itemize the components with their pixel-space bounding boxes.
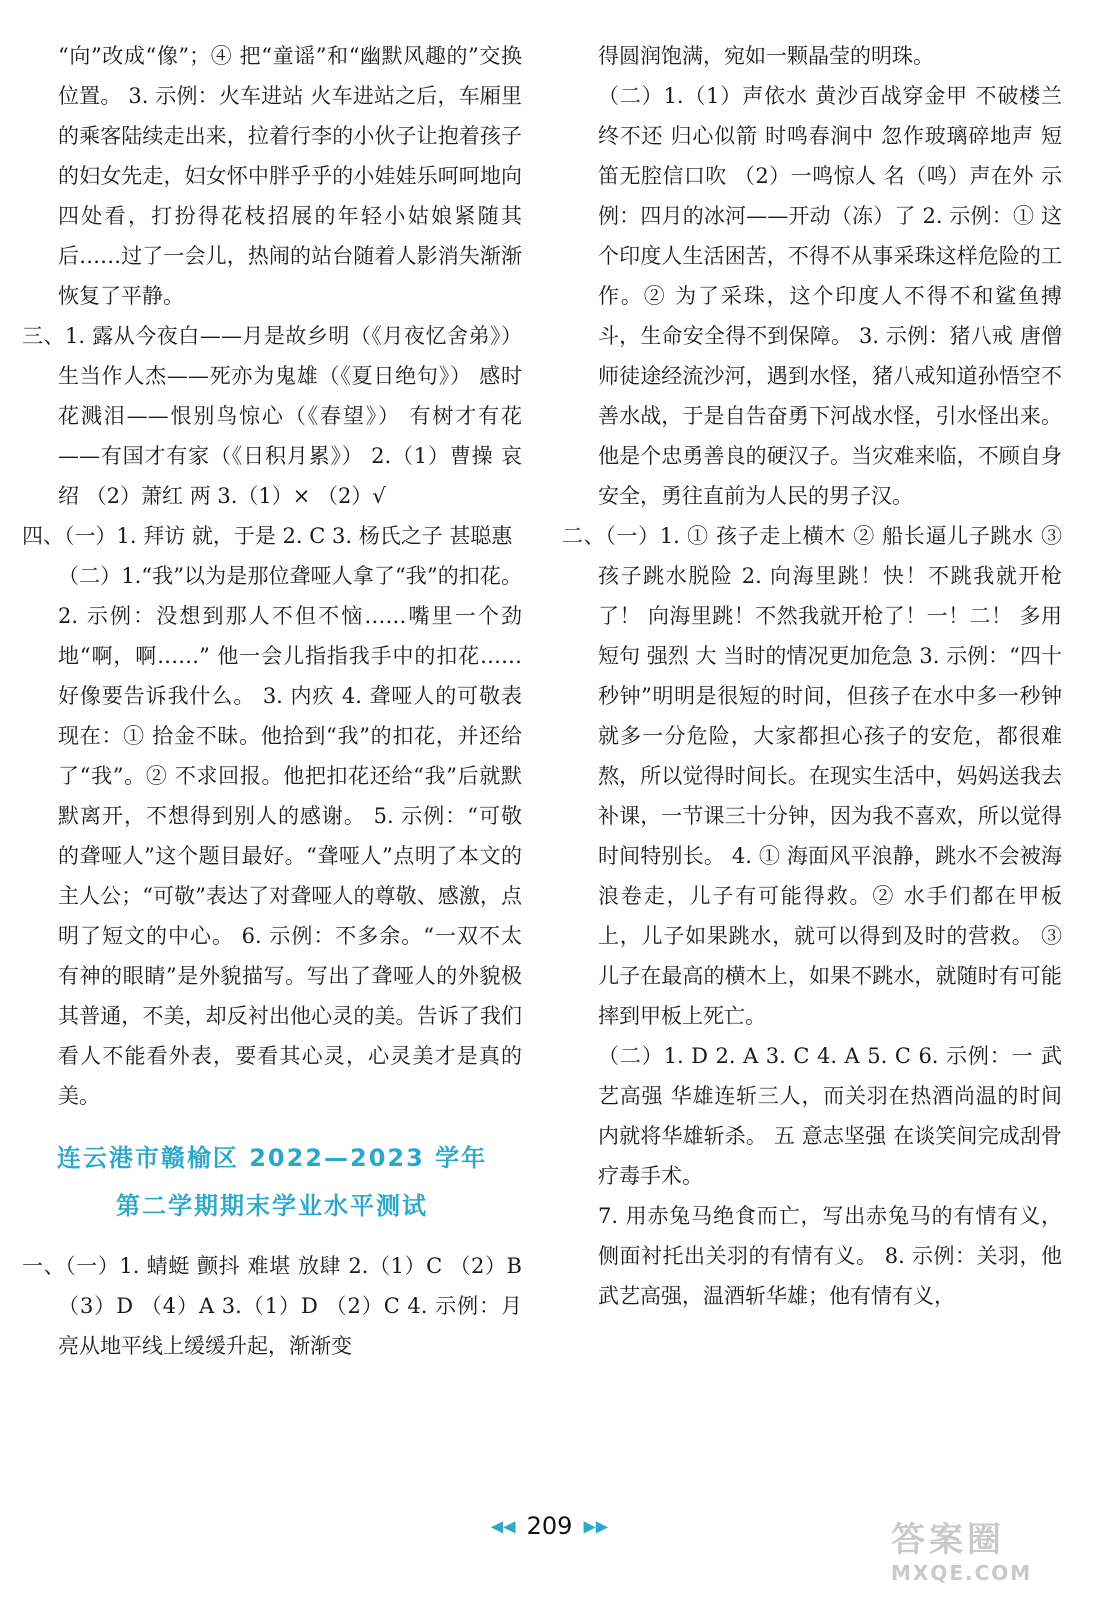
right-paragraph-7: 7. 用赤兔马绝食而亡，写出赤兔马的有情有义，侧面衬托出关羽的有情有义。 8. 示例：关羽，他武艺高强，温酒斩华雄；他有情有义， [598, 1204, 1062, 1308]
right-paragraph-1: 得圆润饱满，宛如一颗晶莹的明珠。 [598, 44, 934, 68]
right-section-er: 二、（一）1. ① 孩子走上横木 ② 船长逼儿子跳水 ③ 孩子跳水脱险 2. 向海里跳！快！不跳我就开枪了！ 向海里跳！不然我就开枪了！一！二！ 多用短句 强烈 大 当时的情况更加危急 3. 示例：“四十秒钟”明明是很短的时间，但孩子在水中多一秒钟就多一分危险，大家都担心孩子的安危，都很难熬，所以觉得时间长。在现实生活中，妈妈送我去补课，一节课三十分钟，因为我不喜欢，所以觉得时间特别长。 4. ① 海面风平浪静，跳水不会被海浪卷走，儿子有可能得救。② 水手们都在甲板上，儿子如果跳水，就可以得到及时的营救。 ③ 儿子在最高的横木上，如果不跳水，就随时有可能摔到甲板上死亡。 [562, 524, 1069, 1028]
prev-arrows-icon: ◀◀ [490, 1516, 516, 1536]
left-section-4: 四、（一）1. 拜访 就，于是 2. C 3. 杨氏之子 甚聪惠 [22, 524, 513, 548]
watermark-url: MXQE.COM [891, 1561, 1033, 1585]
exam-title-line-1: 连云港市赣榆区 2022—2023 学年 [56, 1144, 488, 1172]
next-arrows-icon: ▶▶ [583, 1516, 609, 1536]
exam-title [22, 1134, 522, 1230]
left-section-3: 三、1. 露从今夜白——月是故乡明（《月夜忆舍弟》） 生当作人杰——死亦为鬼雄（《夏日绝句》） 感时花溅泪——恨别鸟惊心（《春望》） 有树才有花——有国才有家（《日积月累》） 2.（1）曹操 哀绍 （2）萧红 两 3.（1）× （2）√ [22, 324, 529, 508]
right-section-er-part-2: （二）1. D 2. A 3. C 4. A 5. C 6. 示例：一 武艺高强 华雄连斩三人，而关羽在热酒尚温的时间内就将华雄斩杀。 五 意志坚强 在谈笑间完成刮骨疗毒手术。 [598, 1044, 1062, 1188]
left-section-4-part-2: （二）1.“我”以为是那位聋哑人拿了“我”的扣花。 2. 示例：没想到那人不但不恼……嘴里一个劲地“啊，啊……” 他一会儿指指我手中的扣花……好像要告诉我什么。 3. 内疚 4. 聋哑人的可敬表现在：① 拾金不昧。他拾到“我”的扣花，并还给了“我”。② 不求回报。他把扣花还给“我”后就默默离开，不想得到别人的感谢。 5. 示例：“可敬的聋哑人”这个题目最好。“聋哑人”点明了本文的主人公；“可敬”表达了对聋哑人的尊敬、感激，点明了短文的中心。 6. 示例：不多余。“一双不太有神的眼睛”是外貌描写。写出了聋哑人的外貌极其普通，不美，却反衬出他心灵的美。告诉了我们看人不能看外表，要看其心灵，心灵美才是真的美。 [58, 564, 529, 1108]
right-section-2: （二）1.（1）声依水 黄沙百战穿金甲 不破楼兰终不还 归心似箭 时鸣春涧中 忽作玻璃碎地声 短笛无腔信口吹 （2）一鸣惊人 名（鸣）声在外 示例：四月的冰河——开动（冻）了 2. 示例：① 这个印度人生活困苦，不得不从事采珠这样危险的工作。② 为了采珠，这个印度人不得不和鲨鱼搏斗，生命安全得不到保障。 3. 示例：猪八戒 唐僧师徒途经流沙河，遇到水怪，猪八戒知道孙悟空不善水战，于是自告奋勇下河战水怪，引水怪出来。 他是个忠勇善良的硬汉子。当灾难来临，不顾自身安全，勇往直前为人民的男子汉。 [598, 84, 1069, 508]
page-number: 209 [526, 1512, 573, 1540]
left-column [22, 36, 529, 1366]
left-section-1: 一、（一）1. 蜻蜓 颤抖 难堪 放肆 2.（1）C （2）B （3）D （4）A 3.（1）D （2）C 4. 示例：月亮从地平线上缓缓升起，渐渐变 [22, 1254, 529, 1358]
right-column [562, 36, 1069, 1316]
left-paragraph-1: “向”改成“像”；④ 把“童谣”和“幽默风趣的”交换位置。 3. 示例：火车进站 火车进站之后，车厢里的乘客陆续走出来，拉着行李的小伙子让抱着孩子的妇女先走，妇女怀中胖乎乎的小娃娃乐呵呵地向四处看，打扮得花枝招展的年轻小姑娘紧随其后……过了一会儿，热闹的站台随着人影消失渐渐恢复了平静。 [58, 44, 522, 308]
watermark-logo [891, 1520, 1071, 1592]
watermark-text: 答案圈 [891, 1520, 1005, 1560]
exam-title-line-2: 第二学期期末学业水平测试 [116, 1192, 428, 1220]
